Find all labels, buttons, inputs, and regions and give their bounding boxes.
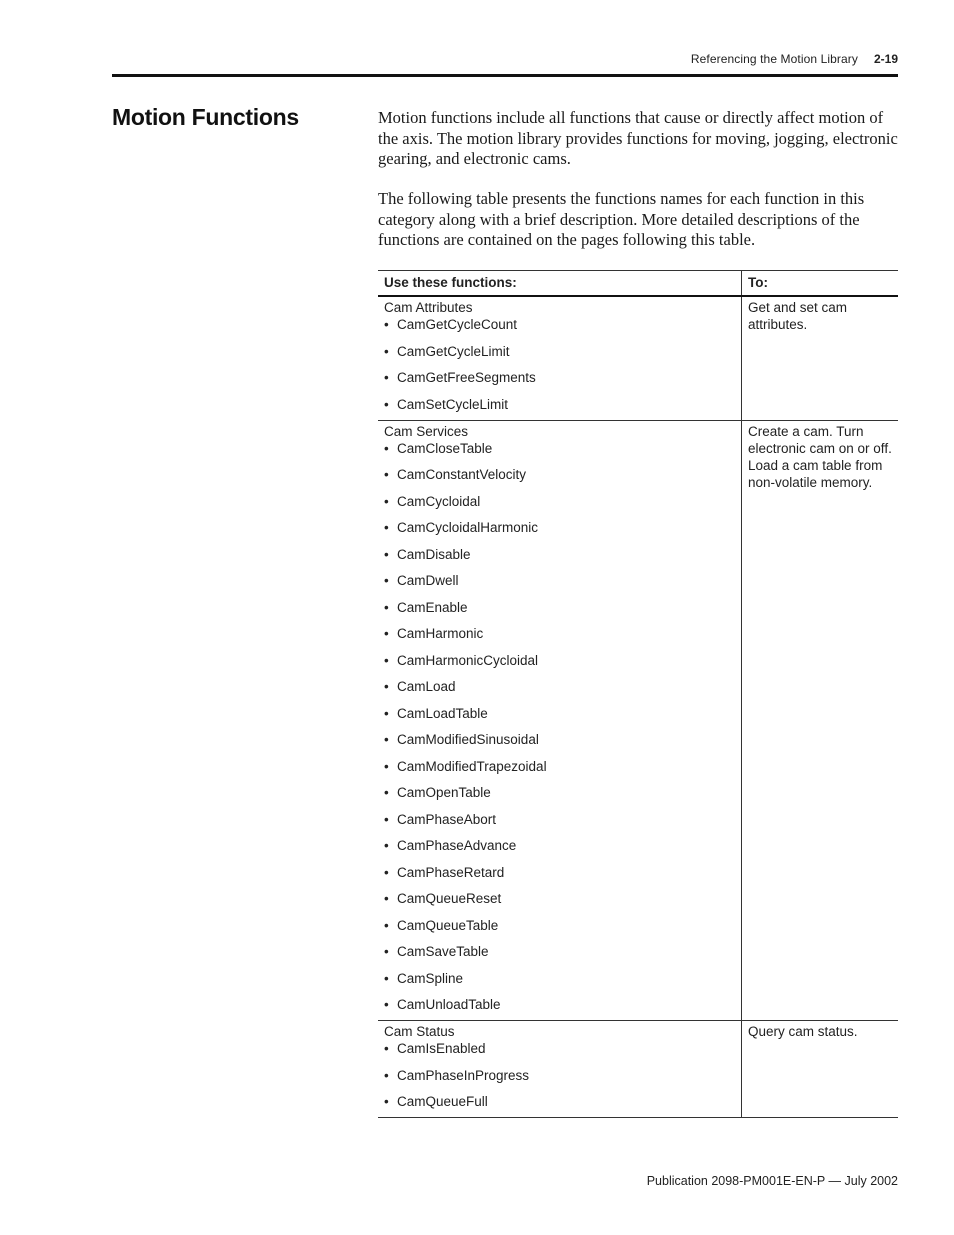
function-list-item	[384, 343, 735, 370]
function-name: CamPhaseAbort	[397, 811, 497, 827]
function-name: CamPhaseRetard	[397, 864, 505, 880]
bullet-icon: •	[384, 1094, 389, 1109]
bullet-icon: •	[384, 467, 389, 482]
functions-table	[378, 270, 898, 1118]
bullet-icon: •	[384, 944, 389, 959]
function-list-item	[384, 599, 735, 626]
function-list-item	[384, 970, 735, 997]
description-cell: Get and set cam attributes.	[748, 300, 848, 332]
function-name: CamPhaseAdvance	[397, 838, 517, 853]
publication-footer: Publication 2098-PM001E-EN-P — July 2002	[646, 1174, 898, 1188]
bullet-icon: •	[384, 317, 389, 332]
bullet-icon: •	[384, 917, 389, 933]
function-group-name: Cam Status	[384, 1024, 455, 1039]
function-name: CamHarmonicCycloidal	[397, 652, 539, 668]
function-list-item	[384, 784, 735, 811]
table-header-row	[378, 270, 898, 297]
bullet-icon: •	[384, 493, 389, 509]
bullet-icon: •	[384, 970, 389, 986]
intro-paragraph: Motion functions include all functions that cause or directly affect motion of the axis. The motion library provides functions for moving, jogging, electronic gearing, and electronic cams.	[378, 108, 898, 168]
function-list-item	[384, 705, 735, 732]
column-header-to: To:	[748, 275, 768, 290]
functions-cell	[378, 1021, 742, 1117]
function-name: CamDwell	[397, 573, 459, 588]
function-name: CamGetCycleCount	[397, 317, 518, 332]
bullet-icon: •	[384, 785, 389, 800]
function-name: CamHarmonic	[397, 626, 484, 641]
bullet-icon: •	[384, 838, 389, 853]
table-row	[378, 1021, 898, 1118]
function-name: CamIsEnabled	[397, 1041, 486, 1056]
bullet-icon: •	[384, 626, 389, 641]
function-list-item	[384, 519, 735, 546]
function-list-item	[384, 316, 735, 343]
function-name: CamCloseTable	[397, 440, 493, 456]
table-intro-paragraph: The following table presents the functions names for each function in this category along with a brief description. More detailed descriptions of the functions are contained on the pages following this table.	[378, 189, 865, 249]
bullet-icon: •	[384, 811, 389, 827]
function-name: CamModifiedTrapezoidal	[397, 758, 547, 774]
function-list-item	[384, 1093, 735, 1115]
function-list-item	[384, 652, 735, 679]
bullet-icon: •	[384, 652, 389, 668]
bullet-icon: •	[384, 1041, 389, 1056]
bullet-icon: •	[384, 891, 389, 906]
function-list-item	[384, 369, 735, 396]
functions-cell	[378, 297, 742, 420]
function-name: CamLoadTable	[397, 705, 488, 721]
function-list-item	[384, 943, 735, 970]
bullet-icon: •	[384, 758, 389, 774]
description-cell: Query cam status.	[748, 1024, 858, 1039]
functions-cell	[378, 421, 742, 1021]
description-cell: Create a cam. Turn electronic cam on or off. Load a cam table from non-volatile memory.	[748, 423, 892, 490]
function-group-name: Cam Attributes	[384, 300, 473, 315]
function-name: CamOpenTable	[397, 785, 491, 800]
function-name: CamUnloadTable	[397, 997, 501, 1012]
function-list-item	[384, 493, 735, 520]
function-list-item	[384, 837, 735, 864]
function-list-item	[384, 758, 735, 785]
function-name: CamSetCycleLimit	[397, 396, 509, 412]
function-list-item	[384, 890, 735, 917]
function-name: CamCycloidalHarmonic	[397, 520, 539, 535]
function-list-item	[384, 625, 735, 652]
function-list-item	[384, 678, 735, 705]
function-name: CamPhaseInProgress	[397, 1067, 530, 1083]
function-list-item	[384, 917, 735, 944]
bullet-icon: •	[384, 1067, 389, 1083]
header-rule	[112, 74, 898, 77]
function-name: CamDisable	[397, 546, 471, 562]
bullet-icon: •	[384, 997, 389, 1012]
bullet-icon: •	[384, 396, 389, 412]
bullet-icon: •	[384, 520, 389, 535]
header-title: Referencing the Motion Library	[690, 52, 858, 66]
function-list-item	[384, 811, 735, 838]
function-name: CamQueueFull	[397, 1094, 488, 1109]
function-list-item	[384, 440, 735, 467]
function-list-item	[384, 731, 735, 758]
function-name: CamQueueReset	[397, 891, 502, 906]
function-list	[384, 316, 735, 418]
bullet-icon: •	[384, 440, 389, 456]
function-list-item	[384, 996, 735, 1018]
bullet-icon: •	[384, 599, 389, 615]
function-list-item	[384, 466, 735, 493]
table-body	[378, 297, 898, 1118]
function-list	[384, 440, 735, 1019]
function-group-name: Cam Services	[384, 423, 469, 439]
table-row	[378, 297, 898, 421]
function-name: CamGetFreeSegments	[397, 370, 536, 385]
function-list-item	[384, 1040, 735, 1067]
bullet-icon: •	[384, 705, 389, 721]
function-name: CamSaveTable	[397, 944, 489, 959]
bullet-icon: •	[384, 679, 389, 694]
function-list-item	[384, 1067, 735, 1094]
running-header	[691, 52, 898, 66]
page-number: 2-19	[873, 52, 898, 66]
column-header-functions: Use these functions:	[378, 271, 742, 295]
function-list	[384, 1040, 735, 1115]
function-name: CamModifiedSinusoidal	[397, 732, 539, 747]
bullet-icon: •	[384, 732, 389, 747]
section-title: Motion Functions	[112, 104, 299, 130]
function-name: CamSpline	[397, 970, 464, 986]
function-name: CamLoad	[397, 679, 456, 694]
function-name: CamCycloidal	[397, 493, 481, 509]
bullet-icon: •	[384, 573, 389, 588]
function-name: CamConstantVelocity	[397, 467, 527, 482]
table-row	[378, 421, 898, 1022]
function-list-item	[384, 572, 735, 599]
function-list-item	[384, 396, 735, 418]
function-list-item	[384, 546, 735, 573]
bullet-icon: •	[384, 343, 389, 359]
bullet-icon: •	[384, 546, 389, 562]
function-name: CamQueueTable	[397, 917, 499, 933]
function-name: CamGetCycleLimit	[397, 343, 510, 359]
bullet-icon: •	[384, 370, 389, 385]
function-name: CamEnable	[397, 599, 468, 615]
bullet-icon: •	[384, 864, 389, 880]
function-list-item	[384, 864, 735, 891]
